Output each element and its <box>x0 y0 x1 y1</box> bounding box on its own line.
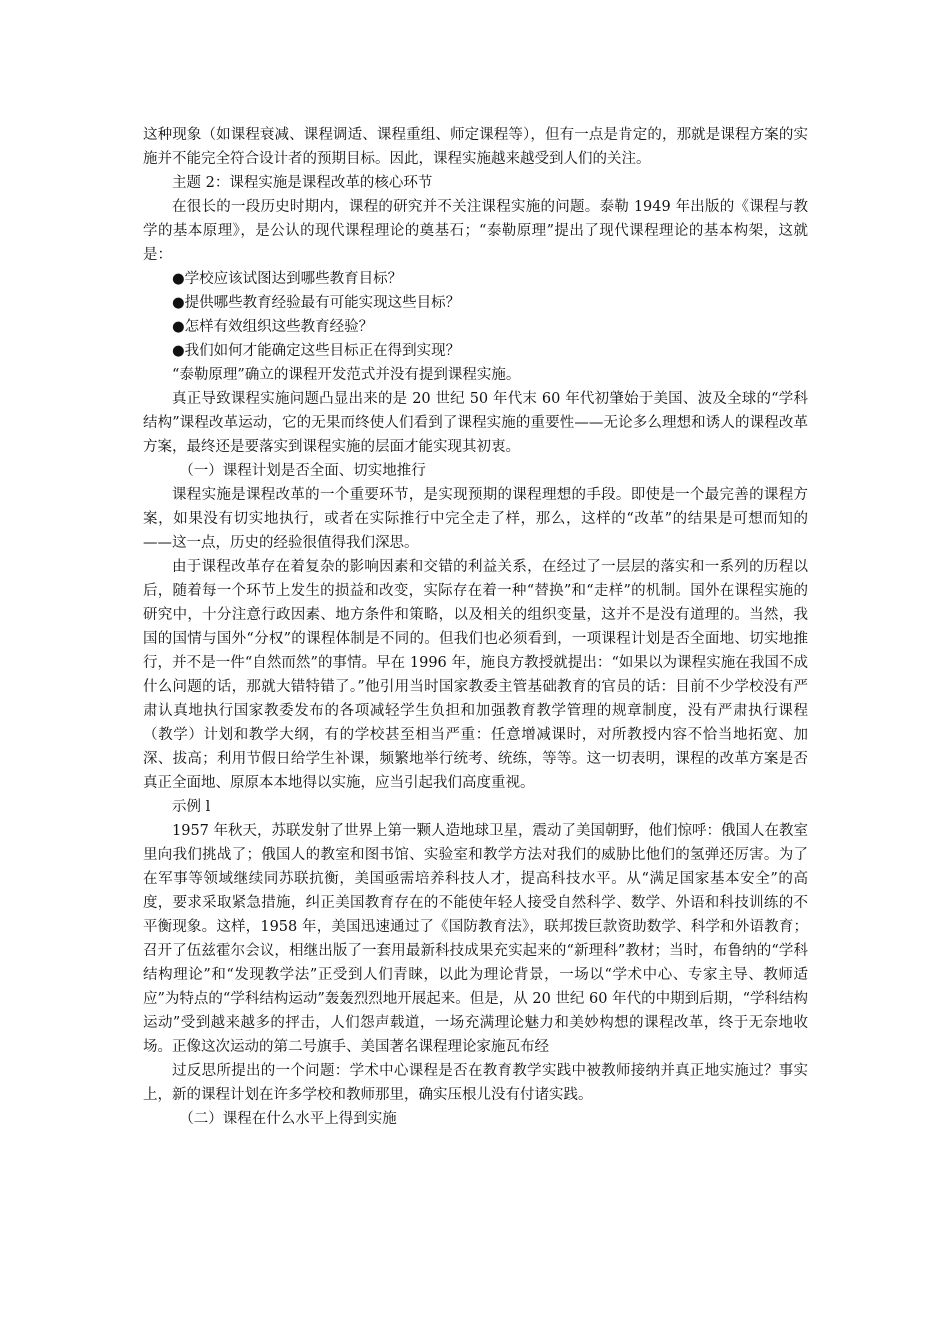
bullet-item: ●怎样有效组织这些教育经验？ <box>172 319 374 335</box>
bullet-item: ●提供哪些教育经验最有可能实现这些目标？ <box>172 295 461 311</box>
paragraph: 由于课程改革存在着复杂的影响因素和交错的利益关系，在经过了一层层的落实和一系列的历程以后，随着每一个环节上发生的损益和改变，实际存在着一种“替换”和“走样”的机制。国外在课程实施的研究中，十分注意行政因素、地方条件和策略，以及相关的组织变量，这并不是没有道理的。当然，我国的国情与国外“分权”的课程体制是不同的。但我们也必须看到，一项课程计划是否全面地、切实地推行，并不是一件“自然而然”的事情。早在 1996 年，施良方教授就提出：“如果以为课程实施在我国不成什么问题的话，那就大错特错了。”他引用当时国家教委主管基础教育的官员的话：目前不少学校没有严肃认真地执行国家教委发布的各项减轻学生负担和加强教育教学管理的规章制度，没有严肃执行课程（教学）计划和教学大纲，有的学校甚至相当严重：任意增减课时，对所教授内容不恰当地拓宽、加深、拔高；利用节假日给学生补课，频繁地举行统考、统练，等等。这一切表明，课程的改革方案是否真正全面地、原原本本地得以实施，应当引起我们高度重视。 <box>143 559 808 791</box>
bullet-item: ●学校应该试图达到哪些教育目标？ <box>172 271 403 287</box>
paragraph: 真正导致课程实施问题凸显出来的是 20 世纪 50 年代末 60 年代初肇始于美国、波及全球的“学科结构”课程改革运动，它的无果而终使人们看到了课程实施的重要性——无论多么理想和诱人的课程改革方案，最终还是要落实到课程实施的层面才能实现其初衷。 <box>143 391 808 455</box>
paragraph: 1957 年秋天，苏联发射了世界上第一颗人造地球卫星，震动了美国朝野，他们惊呼：俄国人在教室里向我们挑战了；俄国人的教室和图书馆、实验室和教学方法对我们的威胁比他们的氢弹还厉害。为了在军事等领域继续同苏联抗衡，美国亟需培养科技人才，提高科技水平。从“满足国家基本安全”的高度，要求采取紧急措施，纠正美国教育存在的不能使年轻人接受自然科学、数学、外语和科技训练的不平衡现象。这样，1958 年，美国迅速通过了《国防教育法》，联邦拨巨款资助数学、科学和外语教育；召开了伍兹霍尔会议，相继出版了一套用最新科技成果充实起来的“新理科”教材；当时，布鲁纳的“学科结构理论”和“发现教学法”正受到人们青睐，以此为理论背景，一场以“学术中心、专家主导、教师适应”为特点的“学科结构运动”轰轰烈烈地开展起来。但是，从 20 世纪 60 年代的中期到后期，“学科结构运动”受到越来越多的抨击，人们怨声载道，一场充满理论魅力和美妙构想的课程改革，终于无奈地收场。正像这次运动的第二号旗手、美国著名课程理论家施瓦布经 <box>143 823 809 1055</box>
paragraph: 在很长的一段历史时期内，课程的研究并不关注课程实施的问题。泰勒 1949 年出版的《课程与教学的基本原理》，是公认的现代课程理论的奠基石；“泰勒原理”提出了现代课程理论的基本构架，这就是： <box>143 199 808 263</box>
bullet-item: ●我们如何才能确定这些目标正在得到实现？ <box>172 343 461 359</box>
document-page <box>143 123 808 1131</box>
paragraph-continued: 这种现象（如课程衰减、课程调适、课程重组、师定课程等），但有一点是肯定的，那就是课程方案的实施并不能完全符合设计者的预期目标。因此，课程实施越来越受到人们的关注。 <box>143 127 808 167</box>
section-heading-theme-2: 主题 2：课程实施是课程改革的核心环节 <box>172 175 433 191</box>
example-heading: 示例 l <box>172 799 211 815</box>
subsection-heading-2: （二）课程在什么水平上得到实施 <box>179 1111 397 1127</box>
paragraph: “泰勒原理”确立的课程开发范式并没有提到课程实施。 <box>172 367 521 383</box>
paragraph: 课程实施是课程改革的一个重要环节，是实现预期的课程理想的手段。即使是一个最完善的课程方案，如果没有切实地执行，或者在实际推行中完全走了样，那么，这样的“改革”的结果是可想而知的——这一点，历史的经验很值得我们深思。 <box>143 487 808 551</box>
paragraph: 过反思所提出的一个问题：学术中心课程是否在教育教学实践中被教师接纳并真正地实施过？事实上，新的课程计划在许多学校和教师那里，确实压根儿没有付诸实践。 <box>143 1063 808 1103</box>
subsection-heading-1: （一）课程计划是否全面、切实地推行 <box>179 463 426 479</box>
